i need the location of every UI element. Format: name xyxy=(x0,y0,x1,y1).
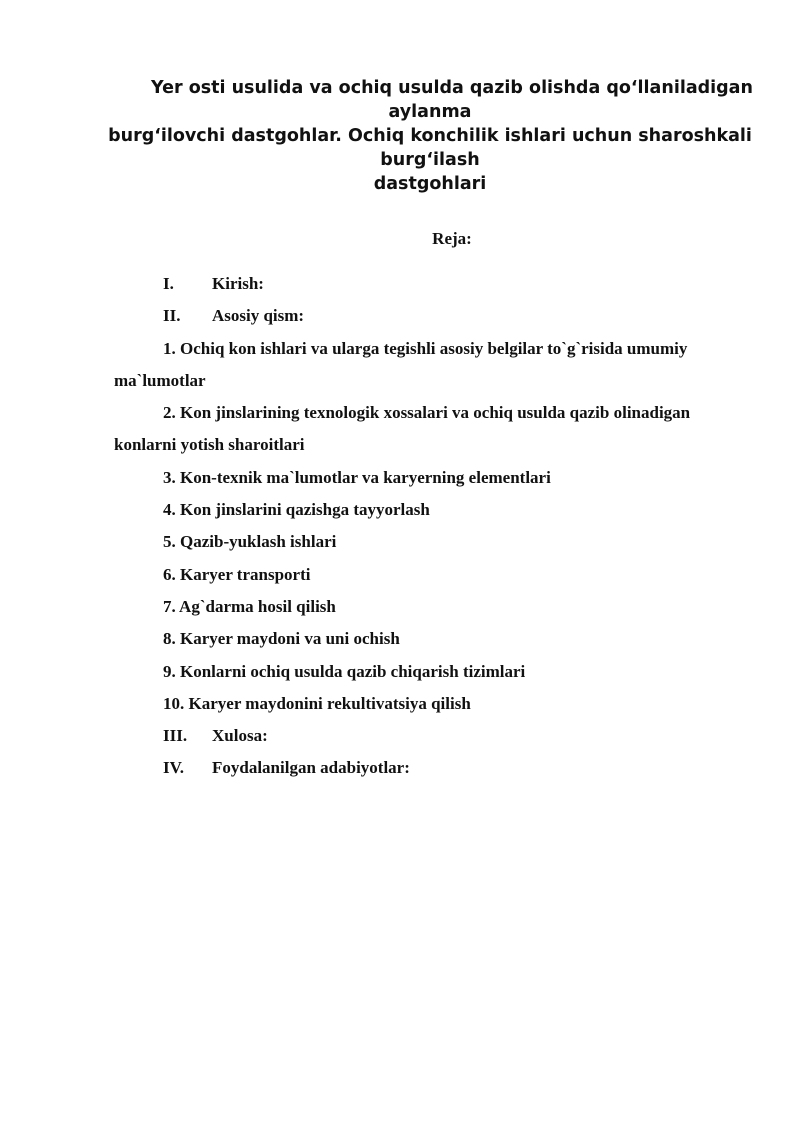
title-line: burg‘ilash xyxy=(380,150,480,170)
outline-item: 5. Qazib-yuklash ishlari xyxy=(163,532,337,552)
section-numeral: II. xyxy=(163,306,181,326)
plan-outline xyxy=(114,268,754,785)
section-label: Xulosa: xyxy=(212,726,268,746)
title-line: Yer osti usulida va ochiq usulda qazib olishda qo‘llaniladigan xyxy=(151,78,753,98)
section-label: Foydalanilgan adabiyotlar: xyxy=(212,758,410,778)
outline-item: 10. Karyer maydonini rekultivatsiya qilish xyxy=(163,693,471,713)
document-title xyxy=(100,76,760,196)
title-line: aylanma xyxy=(388,102,472,122)
section-entry xyxy=(114,300,754,332)
section-numeral: I. xyxy=(163,274,174,293)
outline-item-continuation: ma`lumotlar xyxy=(114,370,206,390)
section-numeral: III. xyxy=(163,726,188,746)
outline-item: 3. Kon-texnik ma`lumotlar va karyerning elementlari xyxy=(163,467,551,487)
outline-item: 2. Kon jinslarining texnologik xossalari va ochiq usulda qazib olinadigan xyxy=(163,403,691,423)
section-entry xyxy=(114,720,754,752)
outline-item: 7. Ag`darma hosil qilish xyxy=(163,596,336,616)
outline-item: 8. Karyer maydoni va uni ochish xyxy=(163,629,400,649)
outline-item: 6. Karyer transporti xyxy=(163,564,311,584)
outline-item-continuation: konlarni yotish sharoitlari xyxy=(114,435,305,455)
outline-item: 4. Kon jinslarini qazishga tayyorlash xyxy=(163,500,430,520)
title-line: dastgohlari xyxy=(373,174,487,194)
outline-item: 1. Ochiq kon ishlari va ularga tegishli asosiy belgilar to`g`risida umumiy xyxy=(163,338,688,358)
plan-heading: Reja: xyxy=(432,229,472,248)
section-entry xyxy=(114,752,754,784)
title-line: burg‘ilovchi dastgohlar. Ochiq konchilik ishlari uchun sharoshkali xyxy=(108,126,752,146)
section-entry xyxy=(114,268,754,300)
outline-item: 9. Konlarni ochiq usulda qazib chiqarish tizimlari xyxy=(163,661,526,681)
section-numeral: IV. xyxy=(163,758,184,778)
section-label: Kirish: xyxy=(212,274,264,293)
section-label: Asosiy qism: xyxy=(212,306,305,326)
